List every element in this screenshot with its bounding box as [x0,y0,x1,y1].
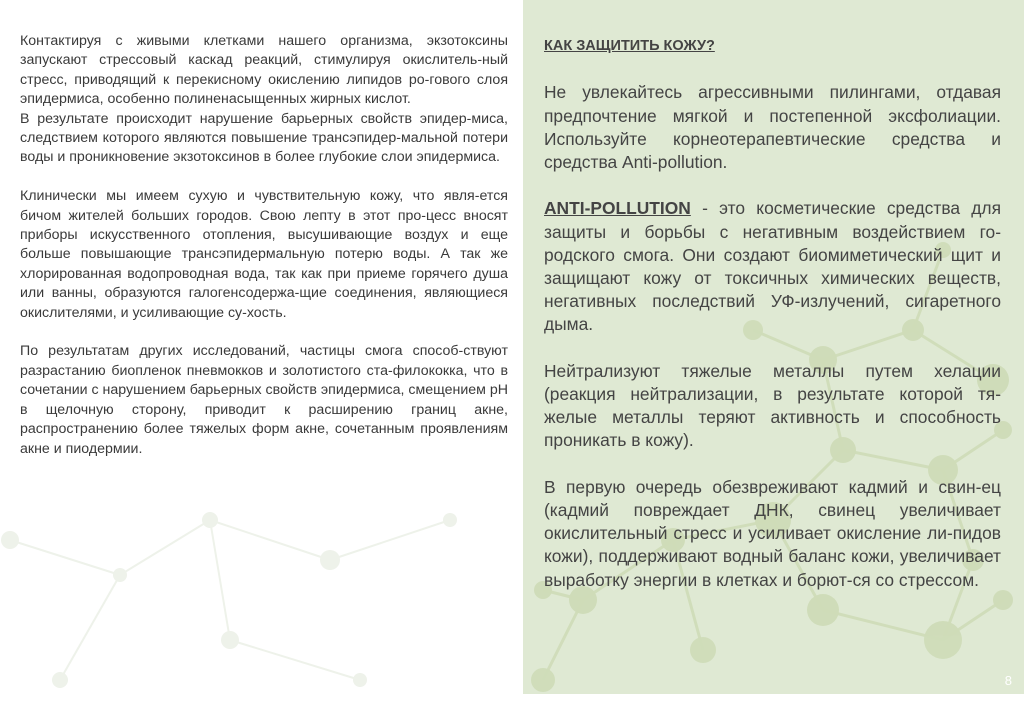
skin-protection-panel [523,0,1024,694]
paragraph-exotoxins: Контактируя с живыми клетками нашего организма, экзотоксины запускают стрессовый каскад реакций, стимулируя окислитель-ный стресс, приводящий к перекисному окислению липидов ро-гового слоя эпидермиса, особенно полиненасыщенных жирных кислот. [20,33,508,108]
paragraph-anti-pollution [544,197,1001,336]
section-heading-container [544,33,1001,58]
paragraph-intro: Не увлекайтесь агрессивными пилингами, отдавая предпочтение мягкой и постепенной эксфолиации. Используйте корнеотерапевтические средства и средства Anti-pollution. [544,82,1001,172]
anti-pollution-definition: - это косметические средства для защиты и борьбы с негативным воздействием го-родского смога. Они создают биомиметический щит и защищают кожу от токсичных химических веществ, негативных последствий УФ-излучений, сигаретного дыма. [544,198,1001,335]
anti-pollution-term: ANTI-POLLUTION [544,198,691,219]
paragraph-heavy-metals: Нейтрализуют тяжелые металлы путем хелации (реакция нейтрализации, в результате которой тя-желые металлы теряют активность и способность проникать в кожу). [544,360,1001,451]
section-heading: КАК ЗАЩИТИТЬ КОЖУ? [544,38,715,54]
panel-content [544,33,1001,592]
paragraph-barrier: В результате происходит нарушение барьерных свойств эпидер-миса, следствием которого являются повышение трансэпидер-мальной потери воды и проникновение экзотоксинов в более глубокие слои эпидермиса. [20,110,508,166]
paragraph-dry-skin: Клинически мы имеем сухую и чувствительную кожу, что явля-ется бичом жителей больших городов. Свою лепту в этот про-цесс вносят приборы искусственного отопления, высушивающие воздух и еще больше повышающие трансэпидермальную потерю воды. А так же хлорированная водопроводная вода, так как при приеме горячего душа или ванны, образуются галогенсодержа-щие соединения, являющиеся окислителями, и усиливающие су-хость. [20,188,508,321]
paragraph-smog-research: По результатам других исследований, частицы смога способ-ствуют разрастанию биопленок пневмокков и золотистого ста-филококка, что в сочетании с нарушением барьерных свойств эпидермиса, смещением pH в щелочную сторону, приводит к расширению границ акне, распространению более тяжелых форм акне, сочетанным проявлениям акне и пиодермии. [20,343,508,457]
left-text-column [20,32,508,459]
paragraph-cadmium-lead: В первую очередь обезвреживают кадмий и свин-ец (кадмий повреждает ДНК, свинец увеличивает окислительный стресс и усиливает окисление ли-пидов кожи), поддерживают водный баланс кожи, увеличивает выработку энергии в клетках и борют-ся со стрессом. [544,476,1001,590]
page-number: 8 [1004,673,1012,688]
